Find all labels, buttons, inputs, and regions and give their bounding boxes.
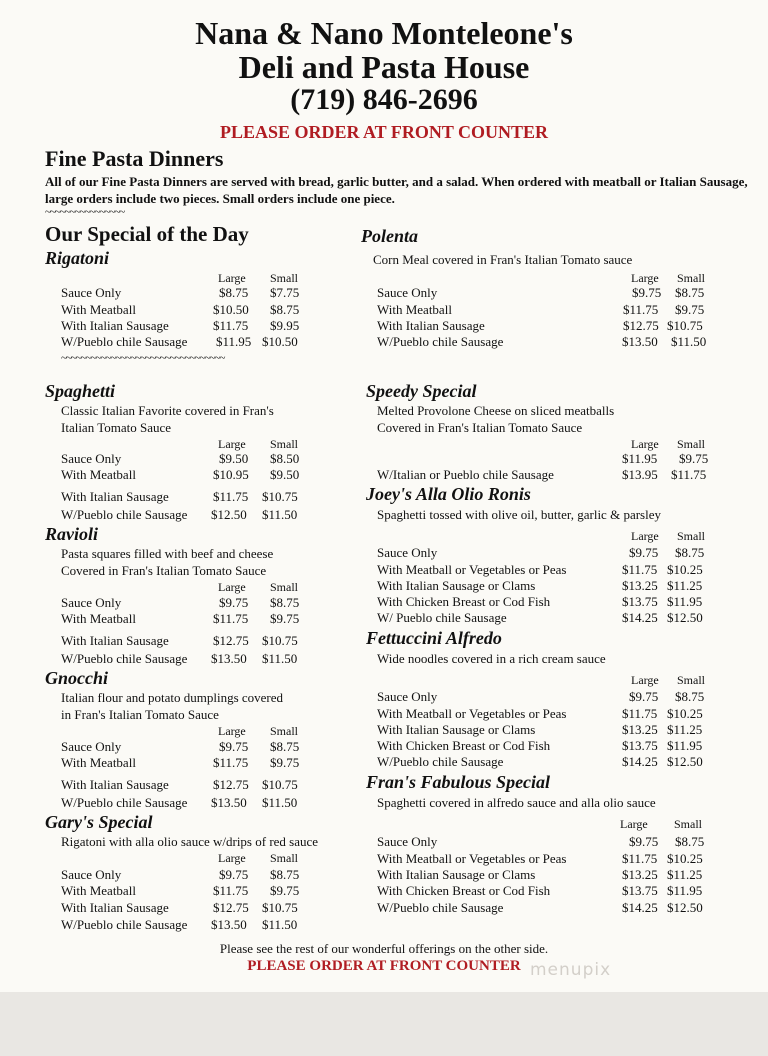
frans-special-description: Spaghetti covered in alfredo sauce and alla olio sauce	[377, 795, 656, 810]
price-large: $10.95	[213, 467, 249, 482]
polenta-title: Polenta	[361, 226, 418, 246]
price-small: $9.75	[270, 755, 300, 770]
price-small: $10.25	[667, 851, 703, 866]
menu-item	[377, 285, 717, 301]
price-small: $10.75	[262, 633, 298, 648]
price-large: $12.50	[211, 507, 247, 522]
price-large: $11.75	[213, 755, 249, 770]
price-large: $13.50	[622, 334, 658, 349]
price-large: $13.95	[622, 467, 658, 482]
price-large: $10.50	[213, 302, 249, 317]
price-small: $8.75	[675, 834, 705, 849]
price-small: $8.75	[675, 689, 705, 704]
small-label: Small	[270, 437, 299, 451]
item-name: W/Italian or Pueblo chile Sausage	[377, 467, 554, 482]
menu-item	[377, 610, 717, 626]
footer-note: Please see the rest of our wonderful offerings on the other side.	[219, 941, 549, 956]
price-small: $12.50	[667, 610, 703, 625]
divider-ornament: ~~~~~~~~~~~~~~~~~~~~~~~~~~~~~~~~~	[61, 352, 225, 364]
item-name: Sauce Only	[61, 595, 122, 610]
menu-item	[377, 545, 717, 561]
menu-item	[61, 633, 321, 649]
menu-item	[377, 851, 717, 867]
menu-item	[377, 467, 717, 483]
item-name: W/Pueblo chile Sausage	[61, 507, 188, 522]
price-large: $9.75	[219, 739, 249, 754]
garys-special-description: Rigatoni with alla olio sauce w/drips of red sauce	[61, 834, 319, 849]
price-small: $12.50	[667, 754, 703, 769]
large-label: Large	[218, 851, 246, 865]
large-label: Large	[631, 529, 659, 543]
price-large: $13.75	[622, 883, 658, 898]
item-name: With Meatball or Vegetables or Peas	[377, 706, 567, 721]
item-name: With Italian Sausage or Clams	[377, 722, 536, 737]
price-large: $9.75	[629, 689, 659, 704]
price-large: $14.25	[622, 754, 658, 769]
price-large: $8.75	[219, 285, 249, 300]
price-small: $11.25	[667, 722, 703, 737]
menu-item	[377, 318, 717, 334]
speedy-special-description: Melted Provolone Cheese on sliced meatballs	[377, 403, 615, 418]
header	[0, 16, 768, 144]
speedy-special-title: Speedy Special	[366, 381, 477, 401]
price-small: $11.50	[262, 507, 298, 522]
price-small: $10.75	[262, 900, 298, 915]
menu-item	[61, 917, 321, 933]
price-large: $9.75	[629, 834, 659, 849]
price-large: $12.75	[623, 318, 659, 333]
price-small: $10.25	[667, 706, 703, 721]
price-small: $11.50	[262, 651, 298, 666]
footer-order-notice: PLEASE ORDER AT FRONT COUNTER	[247, 958, 521, 974]
fettuccini-title: Fettuccini Alfredo	[366, 628, 502, 648]
item-name: With Chicken Breast or Cod Fish	[377, 594, 551, 609]
menu-item	[61, 595, 321, 611]
small-label: Small	[270, 580, 299, 594]
menu-item	[377, 754, 717, 770]
price-large: $11.75	[622, 706, 658, 721]
price-large: $9.75	[219, 867, 249, 882]
menu-item	[377, 706, 717, 722]
item-name: With Italian Sausage	[61, 489, 169, 504]
small-label: Small	[677, 673, 706, 687]
menu-item	[377, 834, 717, 850]
price-small: $11.95	[667, 738, 703, 753]
item-name: Sauce Only	[61, 739, 122, 754]
item-name: With Chicken Breast or Cod Fish	[377, 738, 551, 753]
menu-item	[377, 302, 717, 318]
menu-item	[61, 739, 321, 755]
small-label: Small	[270, 724, 299, 738]
garys-special-title: Gary's Special	[45, 812, 153, 832]
item-name: Sauce Only	[61, 451, 122, 466]
price-large: $11.75	[213, 883, 249, 898]
price-small: $11.50	[262, 917, 298, 932]
price-small: $9.75	[270, 883, 300, 898]
fine-pasta-title: Fine Pasta Dinners	[45, 146, 224, 171]
large-label: Large	[620, 817, 648, 831]
large-label: Large	[631, 437, 659, 451]
item-name: W/Pueblo chile Sausage	[377, 334, 504, 349]
price-large: $11.75	[622, 562, 658, 577]
restaurant-subtitle: Deli and Pasta House	[238, 49, 530, 85]
price-small: $8.75	[270, 595, 300, 610]
price-large: $11.75	[213, 611, 249, 626]
item-name: With Chicken Breast or Cod Fish	[377, 883, 551, 898]
item-name: Sauce Only	[61, 285, 122, 300]
price-large: $11.75	[213, 318, 249, 333]
price-large: $13.50	[211, 795, 247, 810]
price-small: $11.75	[671, 467, 707, 482]
price-small: $7.75	[270, 285, 300, 300]
item-name: With Italian Sausage or Clams	[377, 867, 536, 882]
rigatoni-title: Rigatoni	[45, 248, 110, 268]
price-large: $13.75	[622, 738, 658, 753]
item-name: With Meatball	[61, 611, 136, 626]
item-name: With Italian Sausage	[61, 633, 169, 648]
spaghetti-description: Classic Italian Favorite covered in Fran's	[61, 403, 274, 418]
menu-item	[61, 867, 321, 883]
price-small: $11.25	[667, 867, 703, 882]
price-small: $8.50	[270, 451, 300, 466]
polenta-description: Corn Meal covered in Fran's Italian Tomato sauce	[373, 252, 633, 267]
price-large: $11.95	[622, 451, 658, 466]
price-large: $14.25	[622, 900, 658, 915]
item-name: W/Pueblo chile Sausage	[61, 795, 188, 810]
ravioli-title: Ravioli	[45, 524, 98, 544]
price-small: $11.25	[667, 578, 703, 593]
item-name: With Meatball or Vegetables or Peas	[377, 851, 567, 866]
price-large: $9.75	[219, 595, 249, 610]
item-name: W/Pueblo chile Sausage	[377, 900, 504, 915]
menu-item	[377, 900, 717, 916]
menu-item	[377, 689, 717, 705]
item-name: Sauce Only	[377, 689, 438, 704]
item-name: Sauce Only	[377, 285, 438, 300]
price-small: $10.75	[667, 318, 703, 333]
large-label: Large	[218, 724, 246, 738]
speedy-special-description: Covered in Fran's Italian Tomato Sauce	[377, 420, 583, 435]
price-large: $13.75	[622, 594, 658, 609]
price-large: $9.50	[219, 451, 249, 466]
price-large: $11.75	[623, 302, 659, 317]
price-large: $13.50	[211, 917, 247, 932]
price-small: $10.25	[667, 562, 703, 577]
small-label: Small	[270, 271, 299, 285]
price-large: $11.75	[622, 851, 658, 866]
menu-item	[61, 489, 321, 505]
price-small: $11.50	[671, 334, 707, 349]
price-large: $13.25	[622, 578, 658, 593]
small-label: Small	[677, 437, 706, 451]
phone-number: (719) 846-2696	[290, 83, 478, 116]
order-notice: PLEASE ORDER AT FRONT COUNTER	[219, 122, 549, 142]
item-name: With Meatball	[61, 883, 136, 898]
fettuccini-description: Wide noodles covered in a rich cream sauce	[377, 651, 606, 666]
large-label: Large	[631, 271, 659, 285]
special-of-day-title: Our Special of the Day	[45, 222, 249, 246]
item-name: With Meatball	[61, 467, 136, 482]
price-large: $9.75	[632, 285, 662, 300]
item-name: W/Pueblo chile Sausage	[61, 651, 188, 666]
price-small: $8.75	[270, 302, 300, 317]
item-name: W/Pueblo chile Sausage	[61, 917, 188, 932]
price-small: $8.75	[675, 545, 705, 560]
menu-item	[377, 562, 717, 578]
menu-item	[61, 507, 321, 523]
fine-pasta-intro: All of our Fine Pasta Dinners are served with bread, garlic butter, and a salad. When ordered with meatball or Italian Sausage, large orders include two pieces. Small orders include one piece.	[45, 174, 748, 206]
price-small: $10.50	[262, 334, 298, 349]
item-name: With Meatball	[61, 302, 136, 317]
large-label: Large	[218, 437, 246, 451]
price-large: $12.75	[213, 900, 249, 915]
spaghetti-title: Spaghetti	[45, 381, 116, 401]
price-large: $11.75	[213, 489, 249, 504]
price-small: $11.50	[262, 795, 298, 810]
item-name: With Italian Sausage	[61, 900, 169, 915]
price-small: $9.95	[270, 318, 300, 333]
item-name: With Italian Sausage	[61, 777, 169, 792]
watermark: menupix	[530, 960, 612, 980]
item-name: With Meatball	[377, 302, 452, 317]
menu-item	[61, 467, 321, 483]
item-name: With Italian Sausage or Clams	[377, 578, 536, 593]
menu-item	[61, 334, 321, 350]
menu-item	[61, 611, 321, 627]
frans-special-title: Fran's Fabulous Special	[366, 772, 551, 792]
ravioli-description: Pasta squares filled with beef and cheese	[61, 546, 274, 561]
menu-item	[61, 651, 321, 667]
price-small: $11.95	[667, 594, 703, 609]
small-label: Small	[677, 529, 706, 543]
price-small: $12.50	[667, 900, 703, 915]
menu-item	[377, 594, 717, 610]
menu-item	[377, 334, 717, 350]
price-small: $10.75	[262, 489, 298, 504]
price-large: $13.50	[211, 651, 247, 666]
menu-item	[377, 722, 717, 738]
menu-item	[61, 318, 321, 334]
item-name: With Italian Sausage	[61, 318, 169, 333]
large-label: Large	[218, 580, 246, 594]
price-large: $13.25	[622, 867, 658, 882]
price-large: $9.75	[629, 545, 659, 560]
menu-item	[61, 795, 321, 811]
item-name: Sauce Only	[61, 867, 122, 882]
restaurant-name: Nana & Nano Monteleone's	[195, 15, 573, 51]
price-small: $9.50	[270, 467, 300, 482]
ravioli-description: Covered in Fran's Italian Tomato Sauce	[61, 563, 267, 578]
small-label: Small	[674, 817, 703, 831]
item-name: W/ Pueblo chile Sausage	[377, 610, 507, 625]
price-small: $8.75	[270, 739, 300, 754]
gnocchi-title: Gnocchi	[45, 668, 108, 688]
price-small: $8.75	[270, 867, 300, 882]
large-label: Large	[218, 271, 246, 285]
menu-item	[61, 883, 321, 899]
price-large: $14.25	[622, 610, 658, 625]
price-small: $9.75	[679, 451, 709, 466]
divider-ornament: ~~~~~~~~~~~~~~~~	[45, 206, 125, 218]
spaghetti-description: Italian Tomato Sauce	[61, 420, 172, 435]
item-name: With Meatball	[61, 755, 136, 770]
large-label: Large	[631, 673, 659, 687]
price-large: $11.95	[216, 334, 252, 349]
item-name: Sauce Only	[377, 834, 438, 849]
item-name: W/Pueblo chile Sausage	[377, 754, 504, 769]
price-small: $9.75	[270, 611, 300, 626]
menu-item	[61, 451, 321, 467]
price-small: $10.75	[262, 777, 298, 792]
small-label: Small	[677, 271, 706, 285]
menu-item	[377, 578, 717, 594]
joeys-description: Spaghetti tossed with olive oil, butter, garlic & parsley	[377, 507, 661, 522]
joeys-title: Joey's Alla Olio Ronis	[366, 484, 531, 504]
price-large: $12.75	[213, 633, 249, 648]
price-small: $8.75	[675, 285, 705, 300]
menu-item	[61, 285, 321, 301]
item-name: With Meatball or Vegetables or Peas	[377, 562, 567, 577]
item-name: W/Pueblo chile Sausage	[61, 334, 188, 349]
menu-item	[377, 738, 717, 754]
menu-item	[377, 867, 717, 883]
menu-item	[61, 302, 321, 318]
price-large: $13.25	[622, 722, 658, 737]
price-small: $11.95	[667, 883, 703, 898]
price-small: $9.75	[675, 302, 705, 317]
item-name: Sauce Only	[377, 545, 438, 560]
gnocchi-description: Italian flour and potato dumplings covered	[61, 690, 284, 705]
menu-item	[61, 900, 321, 916]
menu-item	[61, 777, 321, 793]
item-name: With Italian Sausage	[377, 318, 485, 333]
menu-item	[377, 883, 717, 899]
price-large: $12.75	[213, 777, 249, 792]
gnocchi-description: in Fran's Italian Tomato Sauce	[61, 707, 219, 722]
menu-item	[61, 755, 321, 771]
small-label: Small	[270, 851, 299, 865]
